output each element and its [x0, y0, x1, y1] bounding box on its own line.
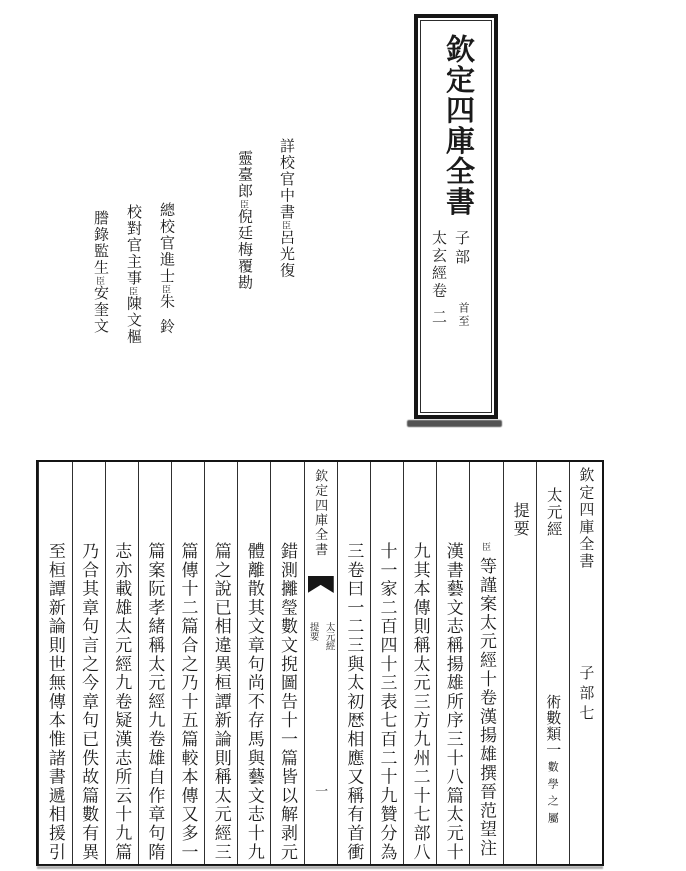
column-body-text: [38, 462, 71, 864]
official-proofreader: [276, 138, 297, 279]
text-column: 十一家二百四十三表七百二十九贊分為: [377, 542, 397, 862]
official-observatory: [234, 150, 255, 291]
chen-mark: 臣: [239, 199, 249, 209]
official-copyist: [90, 210, 111, 335]
column-section-heading: [503, 462, 536, 864]
cover-title: 欽定四庫全書: [442, 34, 474, 217]
official-role: 詳校官中書: [278, 138, 294, 221]
column-body-text: [337, 462, 370, 864]
official-name: 倪廷梅: [236, 208, 252, 258]
book-class-note: 數學之屬: [546, 761, 559, 829]
text-column: 漢書藝文志稱揚雄所序三十八篇太元十: [443, 542, 463, 862]
column-body-text: [171, 462, 204, 864]
series-category: 子部七: [577, 665, 594, 725]
official-role: 總校官進士: [158, 202, 174, 285]
cover-volume-range: 首至: [457, 302, 469, 328]
chen-mark: 臣: [161, 284, 171, 294]
book-class-label: 術數類一: [544, 694, 561, 758]
official-collator: [123, 204, 144, 345]
scan-artifact: [37, 866, 603, 869]
cover-title-box: [414, 14, 498, 419]
cover-volume-text: 太玄經卷: [430, 230, 446, 300]
official-name: 安奎文: [92, 285, 108, 335]
column-body-text: [270, 462, 303, 864]
column-fold: [304, 462, 337, 864]
official-name: 呂光復: [278, 229, 294, 279]
column-body-text: [204, 462, 237, 864]
official-name: 朱鈴: [158, 293, 174, 344]
series-title: 欽定四庫全書: [577, 467, 594, 571]
column-body-text: [105, 462, 138, 864]
chen-mark: 臣: [95, 276, 105, 285]
column-body-text: [237, 462, 270, 864]
cover-volume-label: [428, 230, 449, 327]
fold-series-title: 欽定四庫全書: [313, 469, 329, 558]
fold-section: 提要: [307, 622, 318, 641]
text-column: 九其本傳則稱太元三方九州二十七部八: [410, 542, 430, 862]
column-body-text: [403, 462, 436, 864]
chen-mark: 臣: [281, 220, 291, 230]
book-class: [542, 694, 563, 829]
official-role: 謄錄監生: [92, 210, 108, 276]
chen-mark: 臣: [480, 542, 491, 551]
text-column: 篇傳十二篇合之乃十五篇較本傳又多一: [178, 542, 198, 862]
text-column: 志亦載雄太元經九卷疑漢志所云十九篇: [112, 542, 132, 862]
text-column: 三卷曰一二三與太初厯相應又稱有首衝: [344, 542, 364, 862]
catalog-page: [36, 460, 604, 866]
fold-book-title: 太元經: [323, 622, 334, 651]
text-column: 乃合其章句言之今章句已佚故篇數有異: [79, 542, 99, 862]
column-body-text: [436, 462, 469, 864]
chen-mark: 臣: [128, 286, 138, 296]
book-title: 太元經: [544, 487, 562, 538]
official-role: 靈臺郎: [236, 150, 252, 200]
column-body-text: [469, 462, 502, 864]
text-column: 篇之說已相違異桓譚新論則稱太元經三: [211, 542, 231, 862]
fishtail-mark-icon: [308, 576, 334, 593]
column-body-text: [370, 462, 403, 864]
official-suffix: 覆勘: [236, 258, 252, 291]
column-series-header: [569, 462, 602, 864]
text-column-content: 等謹案太元經十卷漢揚雄撰晉范望注: [476, 557, 496, 858]
official-role: 校對官主事: [125, 204, 141, 287]
section-heading: 提要: [511, 502, 529, 538]
page-number: 一: [313, 784, 329, 797]
fold-book-labels: [305, 622, 337, 651]
column-book-header: [536, 462, 569, 864]
cover-volume-end: 二: [430, 309, 446, 327]
column-body-text: [72, 462, 105, 864]
column-body-text: [138, 462, 171, 864]
text-column: [474, 542, 499, 858]
text-column: 體離散其文章句尚不存馬與藝文志十九: [244, 542, 264, 862]
official-name: 陳文樞: [125, 295, 141, 345]
ink-smudge: [407, 420, 502, 427]
official-chief-collator: [156, 202, 177, 344]
text-column: 錯測攡瑩數文掜圖告十一篇皆以解剥元: [278, 542, 298, 862]
text-column: 至桓譚新論則世無傳本惟諸書遞相援引: [45, 542, 65, 862]
text-column: 篇案阮孝緒稱太元經九卷雄自作章句隋: [145, 542, 165, 862]
cover-category: 子部: [453, 230, 469, 268]
